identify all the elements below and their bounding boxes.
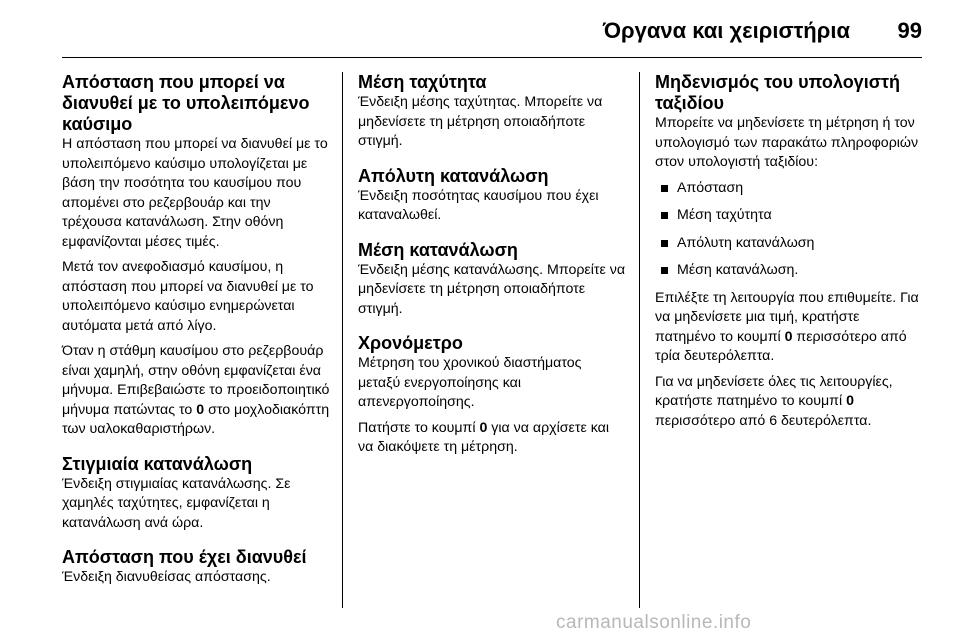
list-item: Μέση κατανάλωση. xyxy=(655,261,923,281)
text-run: για να αρχίσετε και να διακόψετε τη μέτρηση. xyxy=(358,419,609,455)
paragraph: Ένδειξη στιγμιαίας κατανάλωσης. Σε χαμηλές ταχύτητες, εμφανίζεται η κατανάλωση ανά ώρα. xyxy=(62,475,291,531)
section-heading: Απόσταση που έχει διανυθεί xyxy=(62,547,307,567)
section-distance-travelled xyxy=(62,547,330,588)
section-heading: Στιγμιαία κατανάλωση xyxy=(62,453,253,474)
list-item: Απόσταση xyxy=(655,179,923,199)
list-item: Μέση ταχύτητα xyxy=(655,206,923,226)
section-heading: Απόλυτη κατανάλωση xyxy=(358,165,549,186)
paragraph: Μέτρηση του χρονικού διαστήματος μεταξύ ενεργοποίησης και απενεργοποίησης. xyxy=(358,355,582,410)
reset-items-list xyxy=(655,179,923,281)
section-heading: Μέση κατανάλωση xyxy=(358,239,518,260)
column-1 xyxy=(62,72,330,602)
section-average-consumption xyxy=(358,240,626,320)
key-label: 0 xyxy=(196,401,205,418)
key-label: 0 xyxy=(479,419,488,436)
section-heading: Απόσταση που μπορεί να διανυθεί με το υπολειπόμενο καύσιμο xyxy=(62,72,310,134)
section-heading: Μηδενισμός του υπολογιστή ταξιδίου xyxy=(655,72,901,113)
page-number: 99 xyxy=(897,18,922,43)
section-average-speed xyxy=(358,72,626,152)
paragraph xyxy=(62,342,330,440)
section-heading: Μέση ταχύτητα xyxy=(358,72,487,92)
section-remaining-range xyxy=(62,72,330,440)
list-item: Απόλυτη κατανάλωση xyxy=(655,234,923,254)
section-instant-consumption xyxy=(62,454,330,534)
text-run: περισσότερο από 6 δευτερόλεπτα. xyxy=(655,412,872,429)
column-2 xyxy=(358,72,626,472)
page-header xyxy=(0,0,960,60)
section-heading: Χρονόμετρο xyxy=(358,333,463,353)
text-run: Πατήστε το κουμπί xyxy=(358,419,480,436)
text-run: Όταν η στάθμη καυσίμου στο ρεζερβουάρ είναι χαμηλή, στην οθόνη εμφανίζεται ένα μήνυμα. Επιβεβαιώστε το προειδοποιητικό μήνυμα πατώντας το xyxy=(62,343,330,418)
key-label: 0 xyxy=(784,328,793,345)
watermark: carmanualsonline.info xyxy=(556,612,752,633)
key-label: 0 xyxy=(846,393,854,409)
text-run: στο μοχλοδιακόπτη των υαλοκαθαριστήρων. xyxy=(62,401,330,437)
column-divider-2 xyxy=(639,72,640,608)
column-divider-1 xyxy=(342,72,343,608)
paragraph: Η απόσταση που μπορεί να διανυθεί με το υπολειπόμενο καύσιμο υπολογίζεται με βάση την ποσότητα του καυσίμου που απομένει στο ρεζερβουάρ και την τρέχουσα κατανάλωση. Στην οθόνη εμφανίζονται μέσες τιμές. xyxy=(62,136,328,250)
paragraph xyxy=(655,289,923,367)
column-3 xyxy=(655,72,923,445)
paragraph: Ένδειξη μέσης κατανάλωσης. Μπορείτε να μηδενίσετε τη μέτρηση οποιαδήποτε στιγμή. xyxy=(358,261,626,317)
paragraph xyxy=(655,373,923,432)
text-run: περισσότερο από τρία δευτερόλεπτα. xyxy=(655,328,907,364)
paragraph xyxy=(358,419,626,458)
section-trip-computer-reset xyxy=(655,72,923,431)
paragraph: Μετά τον ανεφοδιασμό καυσίμου, η απόσταση που μπορεί να διανυθεί με το υπολειπόμενο καύσιμο ενημερώνεται αυτόματα μετά από λίγο. xyxy=(62,259,314,334)
text-run: Επιλέξτε τη λειτουργία που επιθυμείτε. Για να μηδενίσετε μια τιμή, κρατήστε πατημένο το κουμπί xyxy=(655,289,919,345)
paragraph: Ένδειξη ποσότητας καυσίμου που έχει καταναλωθεί. xyxy=(358,187,599,223)
section-stopwatch xyxy=(358,333,626,458)
text-run: Για να μηδενίσετε όλες τις λειτουργίες, κρατήστε πατημένο το κουμπί xyxy=(655,373,893,409)
paragraph: Ένδειξη μέσης ταχύτητας. Μπορείτε να μηδενίσετε τη μέτρηση οποιαδήποτε στιγμή. xyxy=(358,94,603,149)
paragraph: Μπορείτε να μηδενίσετε τη μέτρηση ή τον υπολογισμό των παρακάτω πληροφοριών στον υπολογιστή ταξιδίου: xyxy=(655,115,919,170)
paragraph: Ένδειξη διανυθείσας απόστασης. xyxy=(62,569,271,585)
section-absolute-consumption xyxy=(358,166,626,226)
page-title: Όργανα και χειριστήρια xyxy=(602,18,850,43)
header-rule xyxy=(62,57,922,58)
